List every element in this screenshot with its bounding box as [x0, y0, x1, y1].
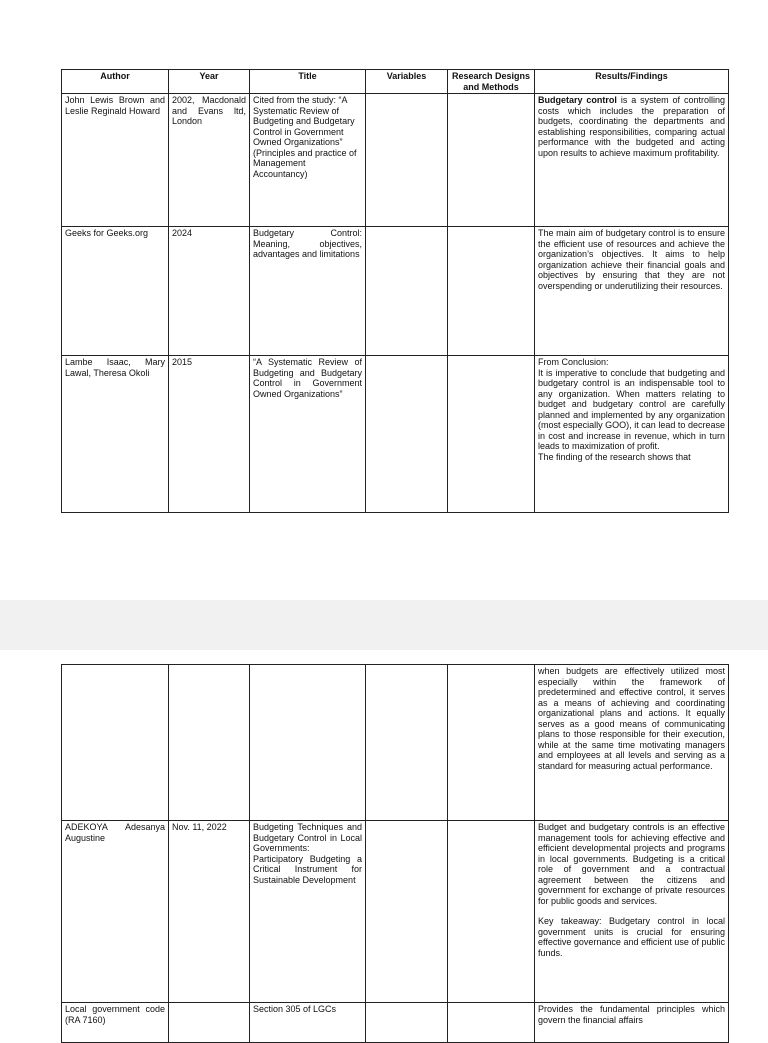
cell-title: Cited from the study: “A Systematic Review of Budgeting and Budgetary Control in Government Owned Organizations” (Principles and practice of Management Accountancy): [250, 94, 366, 227]
cell-methods: [448, 227, 535, 356]
table-row: [62, 821, 729, 1003]
header-results: Results/Findings: [535, 70, 729, 94]
cell-results: Provides the fundamental principles which govern the financial affairs: [535, 1003, 729, 1043]
results-key-takeaway: Key takeaway: Budgetary control in local government units is crucial for ensuring effective governance and efficient use of public funds.: [538, 916, 728, 958]
cell-variables: [366, 227, 448, 356]
table-header-row: [62, 70, 729, 94]
literature-table-page-2: [61, 664, 729, 1043]
header-research-designs: Research Designs and Methods: [448, 70, 535, 94]
cell-methods: [448, 1003, 535, 1043]
page-separator: [0, 600, 768, 650]
cell-title: “A Systematic Review of Budgeting and Budgetary Control in Government Owned Organizations”: [250, 356, 366, 513]
cell-results: when budgets are effectively utilized most especially within the framework of predetermined and effective control, it serves as a means of achieving and coordinating organizational plans and actions. It equally serves as a good means of communicating plans to those responsible for their execution, while at the same time motivating managers and employees at all levels and serving as a standard for measuring actual performance.: [535, 665, 729, 821]
cell-year: 2002, Macdonald and Evans ltd, London: [169, 94, 250, 227]
cell-variables: [366, 1003, 448, 1043]
results-text: Budget and budgetary controls is an effective management tools for achieving effective and efficient developmental projects and programs in local governments. Budgeting is a critical role of government and a contractual agreement between the citizens and government for exchange of private resources for public goods and services.: [538, 822, 728, 906]
cell-author: ADEKOYA Adesanya Augustine: [62, 821, 169, 1003]
table-row: [62, 1003, 729, 1043]
header-title: Title: [250, 70, 366, 94]
cell-author: John Lewis Brown and Leslie Reginald Howard: [62, 94, 169, 227]
cell-variables: [366, 356, 448, 513]
cell-variables: [366, 665, 448, 821]
table-row: [62, 227, 729, 356]
cell-variables: [366, 94, 448, 227]
header-author: Author: [62, 70, 169, 94]
table-row: [62, 665, 729, 821]
results-continued: The finding of the research shows that: [538, 451, 691, 462]
results-text: It is imperative to conclude that budgeting and budgetary control is an indispensable tool to any organization. When matters relating to budget and budgetary control are carefully planned and implemented by any organization (most especially GOO), it can lead to decrease in cost and increase in revenue, which in turn leads to maximization of profit.: [538, 367, 728, 451]
results-bold-term: Budgetary control: [538, 95, 617, 105]
cell-author: Geeks for Geeks.org: [62, 227, 169, 356]
cell-year: 2024: [169, 227, 250, 356]
cell-methods: [448, 665, 535, 821]
cell-title: [250, 665, 366, 821]
cell-author: Local government code (RA 7160): [62, 1003, 169, 1043]
cell-results: The main aim of budgetary control is to ensure the efficient use of resources and achieve the organization’s objectives. It aims to help organization achieve their financial goals and objectives by ensuring that they are not overspending or underutilizing their resources.: [535, 227, 729, 356]
cell-year: [169, 665, 250, 821]
cell-author: Lambe Isaac, Mary Lawal, Theresa Okoli: [62, 356, 169, 513]
cell-methods: [448, 356, 535, 513]
table-row: [62, 356, 729, 513]
cell-title: Budgeting Techniques and Budgetary Control in Local Governments: Participatory Budgeting a Critical Instrument for Sustainable Development: [250, 821, 366, 1003]
cell-year: 2015: [169, 356, 250, 513]
results-text: is a system of controlling costs which includes the preparation of budgets, coordinating the departments and establishing responsibilities, comparing actual performance with the budgeted and acting upon results to achieve maximum profitability.: [538, 95, 725, 158]
cell-results: [535, 356, 729, 513]
cell-methods: [448, 94, 535, 227]
header-variables: Variables: [366, 70, 448, 94]
cell-year: Nov. 11, 2022: [169, 821, 250, 1003]
cell-title: Budgetary Control: Meaning, objectives, advantages and limitations: [250, 227, 366, 356]
header-year: Year: [169, 70, 250, 94]
cell-title: Section 305 of LGCs: [250, 1003, 366, 1043]
cell-variables: [366, 821, 448, 1003]
results-heading: From Conclusion:: [538, 357, 609, 367]
table-row: [62, 94, 729, 227]
literature-table-page-1: [61, 69, 729, 513]
cell-year: [169, 1003, 250, 1043]
cell-methods: [448, 821, 535, 1003]
cell-results: [535, 94, 729, 227]
cell-results: [535, 821, 729, 1003]
cell-author: [62, 665, 169, 821]
